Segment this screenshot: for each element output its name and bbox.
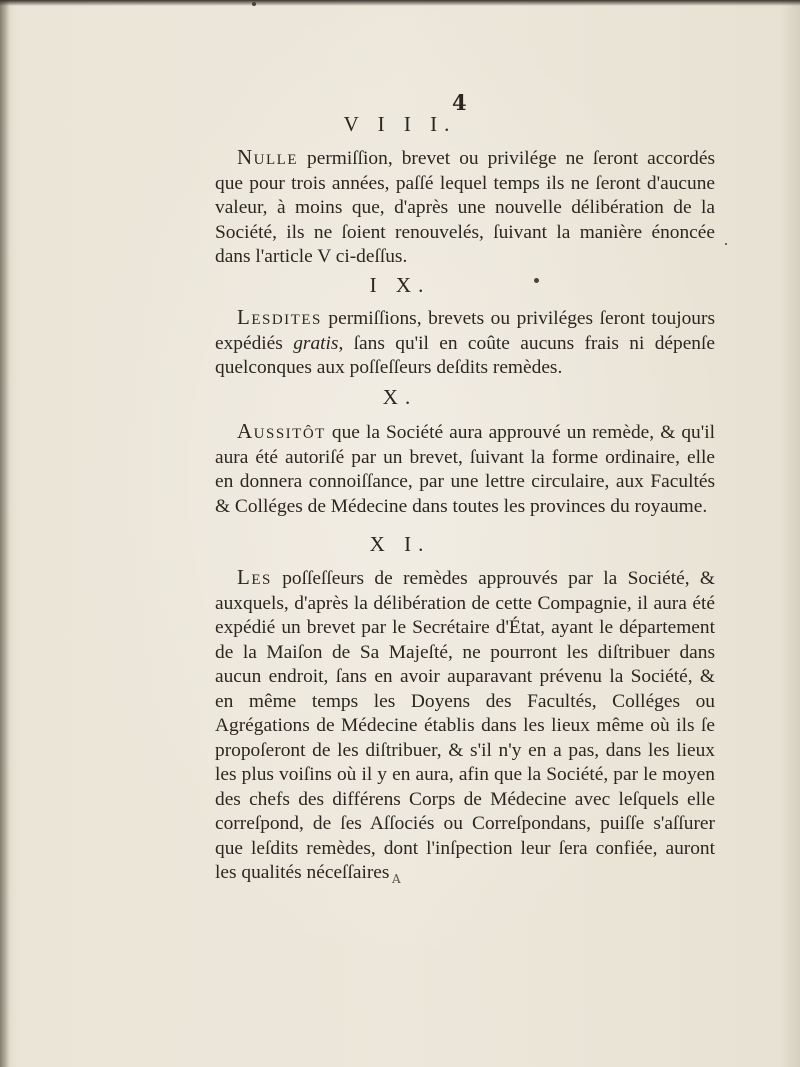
- article-9-lead: Lesdites: [237, 305, 322, 329]
- ink-speck: [252, 2, 256, 6]
- section-heading-10: X.: [382, 385, 418, 409]
- section-heading-9: I X.: [369, 273, 431, 297]
- article-10-body: que la Société aura approuvé un remède, & qu'il aura été autoriſé par un brevet, ſuivant la forme ordinaire, elle en donnera connoiſſance, par une lettre circulaire, aux Facultés & Colléges de Médecine dans toutes les provinces du royaume.: [215, 422, 715, 517]
- article-11-text: [215, 565, 715, 886]
- article-8-lead: Nulle: [237, 145, 298, 169]
- article-9-paragraph: [215, 305, 715, 381]
- article-8-text: [215, 145, 715, 270]
- article-9-italic-word: gratis: [293, 332, 339, 354]
- article-11-paragraph: [215, 565, 715, 886]
- signature-mark: A: [392, 872, 401, 886]
- article-9-body-start: permiſſions, brevets ou priviléges ſeront toujours expédiés: [215, 308, 715, 354]
- section-heading-8: V I I I.: [343, 112, 457, 136]
- page-top-edge: [0, 0, 800, 6]
- article-11-body: poſſeſſeurs de remèdes approuvés par la Société, & auxquels, d'après la délibération de cette Compagnie, il aura été expédié un brevet par le Secrétaire d'État, ayant le département de la Maiſon de Sa Majeſté, ne pourront les diſtribuer dans aucun endroit, ſans en avoir auparavant prévenu la Société, & en même temps les Doyens des Facultés, Colléges ou Agrégations de Médecine établis dans les lieux même où ils ſe propoſeront de les diſtribuer, & s'il n'y en a pas, dans les lieux les plus voiſins où il y en aura, afin que la Société, par le moyen des chefs des différens Corps de Médecine avec leſquels elle correſpond, de ſes Aſſociés ou Correſpondans, puiſſe s'aſſurer que leſdits remèdes, dont l'inſpection leur ſera confiée, auront les qualités néceſſaires: [215, 568, 715, 883]
- ink-speck: [534, 278, 539, 283]
- article-10-paragraph: [215, 419, 715, 519]
- article-8-paragraph: [215, 145, 715, 270]
- section-heading-11: X I.: [369, 532, 431, 556]
- ink-speck: [725, 243, 727, 245]
- article-9-text: [215, 305, 715, 381]
- article-8-body: permiſſion, brevet ou privilége ne ſeront accordés que pour trois années, paſſé lequel temps ils ne ſeront d'aucune valeur, à moins que, d'après une nouvelle délibération de la Société, ils ne ſoient renouvelés, ſuivant la manière énoncée dans l'article V ci-deſſus.: [215, 148, 715, 267]
- article-10-text: [215, 419, 715, 519]
- page-number: 4: [452, 90, 467, 115]
- article-9-body-end: , ſans qu'il en coûte aucuns frais ni dépenſe quelconques aux poſſeſſeurs deſdits remèdes.: [215, 332, 716, 378]
- article-11-lead: Les: [237, 565, 272, 589]
- article-10-lead: Aussitôt: [237, 419, 326, 443]
